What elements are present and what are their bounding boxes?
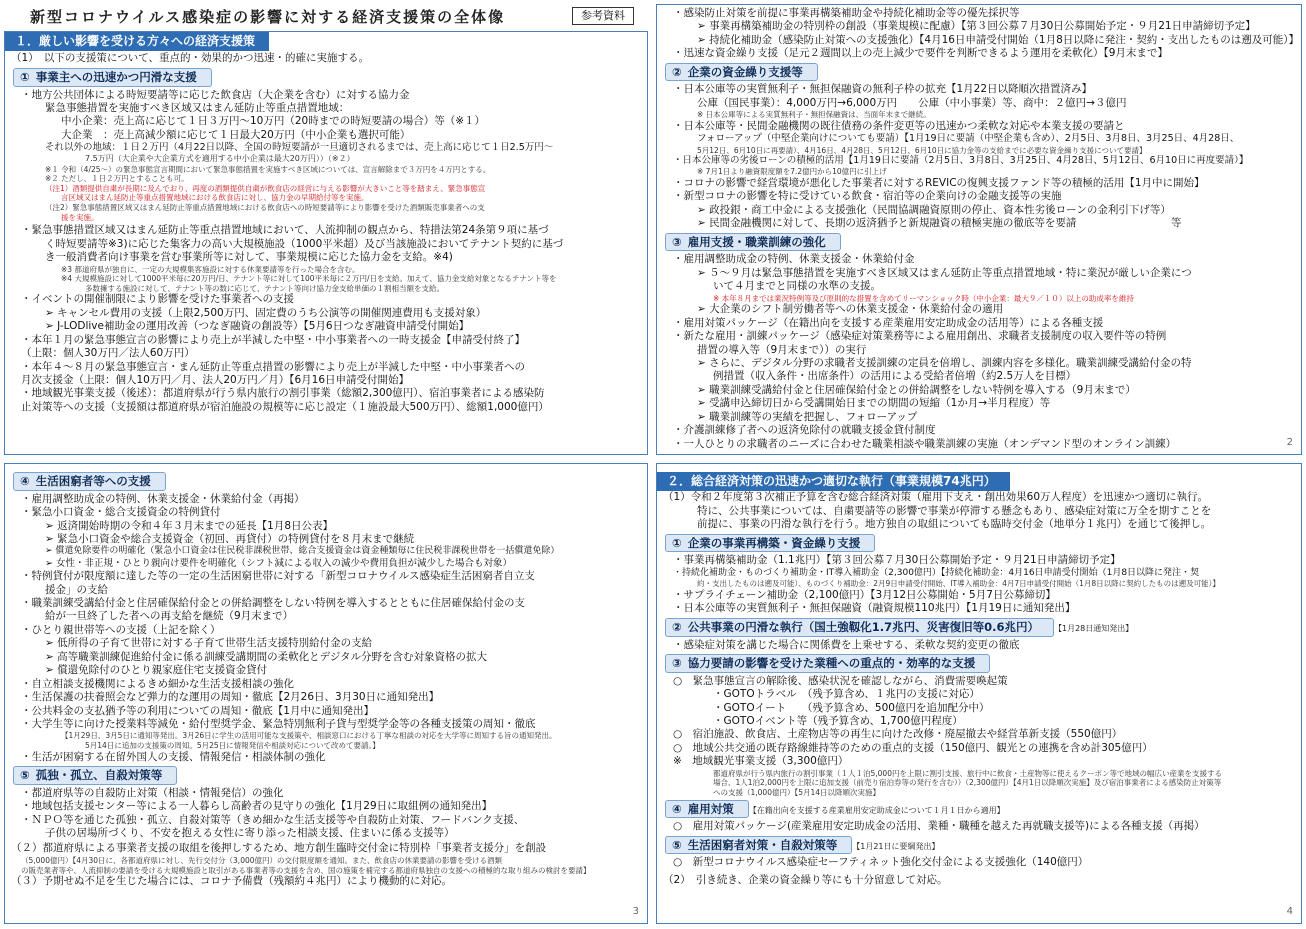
number-1-icon: ① xyxy=(672,535,682,550)
section-heading: ２．総合経済対策の迅速かつ適切な執行（事業規模74兆円） xyxy=(657,472,1010,491)
list-item: ➢ キャンセル費用の支援（上限2,500万円、固定費のうち公演等の開催関連費用も支援対象） xyxy=(45,306,487,319)
list-item: ・都道府県等の自殺防止対策（相談・情報発信）の強化 xyxy=(21,786,284,799)
list-item: フォローアップ（中堅企業向けについても要請）【1月19日に要請（中堅企業も含め）、2月5日、3月8日、3月25日、4月28日、 xyxy=(697,133,1240,145)
list-item: ・自立相談支援機関によるきめ細かな生活支援相談の強化 xyxy=(21,677,294,690)
list-item: 緊急事態措置を実施すべき区域又はまん延防止等重点措置地域： xyxy=(45,101,350,114)
list-item: ・迅速な資金繰り支援（足元２週間以上の売上減少で要件を判断できるよう運用を柔軟化）【9月末まで】 xyxy=(673,47,1168,60)
number-2-icon: ② xyxy=(672,64,682,79)
note: 多数擁する施設に対して、テナント等の数に応じて、テナント等向け協力金支給単価の１割相当額を支給。 xyxy=(85,283,444,293)
list-item: ・日本公庫等の実質無利子・無担保融資（融資規模110兆円）【1月19日に通知発出】 xyxy=(673,602,1076,615)
number-3-icon: ③ xyxy=(672,234,682,249)
page-number: 3 xyxy=(632,906,639,918)
panel-financing-employment xyxy=(656,4,1302,455)
list-item: ・サプライチェーン補助金（2,100億円）【3月12日公募開始・5月7日公募締切】 xyxy=(673,588,1056,601)
list-item: ・地域包括支援センター等による一人暮らし高齢者の見守りの強化【1月29日に取組例の通知発出】 xyxy=(21,800,493,813)
note: ※１ 令和（4/25〜）の緊急事態宣言期間において緊急事態措置を実施すべき区域については、宣言解除まで３万円を４万円とする。 xyxy=(45,164,491,174)
intro-text: 特に、公共事業については、自粛要請等の影響で事業が停滞する懸念もあり、感染症対策に万全を期すことを xyxy=(697,504,1212,517)
list-item: 大企業 ：売上高減少額に応じて１日最大20万円（中小企業も選択可能） xyxy=(61,128,411,141)
list-item: ・感染症対策を講じた場合に関係費を上乗せする、柔軟な契約変更の徹底 xyxy=(673,638,1020,651)
number-2-icon: ② xyxy=(672,619,682,634)
list-item: ・持続化補助金・ものづくり補助金・IT導入補助金（2,300億円）【持続化補助金：4月16日申請受付開始（1月8日以降に発注・契 xyxy=(673,567,1200,578)
list-item: ➢ 職業訓練等の実績を把握し、フォローアップ xyxy=(697,410,918,423)
note: ※4 大規模施設に対して1000平米毎に20万円/日、テナント等に対して100平米毎に２万円/日を支給。加えて、協力金支給対象となるテナント等を xyxy=(61,274,557,284)
list-item: ➢ 緊急小口資金や総合支援資金（初回、再貸付）の特例貸付を８月末まで継続 xyxy=(45,533,415,546)
list-item: ・雇用対策パッケージ（在籍出向を支援する産業雇用安定助成金の活用等）による各種支援 xyxy=(673,316,1104,329)
document-title: 新型コロナウイルス感染症の影響に対する経済支援策の全体像 xyxy=(30,8,506,26)
list-item: 援金」の支給 xyxy=(45,583,108,596)
note: （注1）酒類提供自粛が長期に及んでおり、再度の酒類提供自粛が飲食店の経営に与える影響が大きいこと等を踏まえ、緊急事態宣 xyxy=(45,183,486,193)
subsection-tag: 【1月21日に要綱発出】 xyxy=(852,841,940,851)
list-item: いて４月までと同様の水準の支援。 xyxy=(713,280,881,293)
list-item: ・イベントの開催制限により影響を受けた事業者への支援 xyxy=(21,293,294,306)
note: の販売業者等や、人流抑制の要請を受ける大規模施設と取引がある事業者等の支援を含め、国の施策を補完する都道府県独自の支援への積極的な取り組みの検討を要請】 xyxy=(21,865,591,875)
note: への支援（1,000億円）【5月14日以降順次実施】 xyxy=(713,787,881,797)
list-item: ・ひとり親世帯等への支援（上記を除く） xyxy=(21,623,221,636)
note: ※3 都道府県が独自に、一定の大規模集客施設に対する休業要請等を行った場合を含む。 xyxy=(61,264,360,274)
subsection-label: 企業の事業再構築・資金繰り支援 xyxy=(687,535,861,550)
subsection-row xyxy=(657,616,1301,639)
list-item: ・生活保護の扶養照会など弾力的な運用の周知・徹底【2月26日、3月30日に通知発出】 xyxy=(21,691,440,704)
list-item: ・感染防止対策を前提に事業再構築補助金や持続化補助金等の優先採択等 xyxy=(673,7,1020,19)
list-item: ・緊急事態措置区域又はまん延防止等重点措置地域において、人流抑制の観点から、特措法第24条第９項に基づ xyxy=(21,224,549,237)
subsection-label: 生活困窮者等への支援 xyxy=(35,474,151,488)
section-heading: １．厳しい影響を受ける方々への経済支援策 xyxy=(5,32,269,51)
reference-badge: 参考資料 xyxy=(572,7,634,25)
subsection-tag: 【在籍出向を支援する産業雇用安定助成金について１月１日から適用】 xyxy=(748,805,1005,815)
list-item: （2） 引き続き、企業の資金繰り等にも十分留意して対応。 xyxy=(663,873,948,886)
note: 5月12日、6月10日に再要請）、4月16日、4月28日、5月12日、6月10日に協力金等の支給までに必要な資金繰り支援について要請】 xyxy=(697,145,1147,155)
list-item: 措置の導入等（9月末まで））の実行 xyxy=(697,343,867,356)
list-item: （上限：個人30万円／法人60万円） xyxy=(21,347,195,360)
list-item: 公庫（国民事業）：4,000万円→6,000万円 公庫（中小事業）等、商中：２億円→３億円 xyxy=(697,96,1127,109)
subsection-row xyxy=(657,834,1301,857)
list-item: ※ 地域観光事業支援（3,300億円） xyxy=(673,755,849,768)
note: （注2）緊急事態措置区域又はまん延防止等重点措置地域における飲食店への時短要請等により影響を受けた酒類販売事業者への支 xyxy=(45,203,485,213)
subsection-heading xyxy=(665,800,749,819)
list-item: き一般消費者向け事業を営む事業所等に対して、事業規模に応じた協力金を支給。※4) xyxy=(45,251,453,264)
panel-comprehensive-measures xyxy=(656,463,1302,924)
list-item: ・大学生等に向けた授業料等減免・給付型奨学金、緊急特別無利子貸与型奨学金等の各種支援策の周知・徹底 xyxy=(21,717,536,730)
list-item: ➢ ５〜９月は緊急事態措置を実施すべき区域又はまん延防止等重点措置地域・特に業況が厳しい企業につ xyxy=(697,266,1192,279)
note: （5,000億円）【4月30日に、各都道府県に対し、先行交付分（3,000億円）の交付限度額を通知。また、飲食店の休業要請の影響を受ける酒類 xyxy=(21,855,503,865)
list-item: ・GOTOイート （残予算含め、500億円を追加配分中） xyxy=(713,701,990,714)
subsection-label: 雇用支援・職業訓練の強化 xyxy=(687,234,826,249)
list-item: ・本年１月の緊急事態宣言の影響により売上が半減した中堅・中小事業者への一時支援金【申請受付終了】 xyxy=(21,333,525,346)
list-item: ➢ 償還免除要件の明確化（緊急小口資金は住民税非課税世帯、総合支援資金は資金種類毎に住民税非課税世帯を一括償還免除） xyxy=(45,546,560,557)
list-item: ・日本公庫等の実質無利子・無担保融資の無利子枠の拡充【1月22日以降順次措置済み】 xyxy=(673,83,1093,96)
number-4-icon: ④ xyxy=(20,474,30,488)
list-item: ・日本公庫等の劣後ローンの積極的活用【1月19日に要請（2月5日、3月8日、3月25日、4月28日、5月12日、6月10日に再度要請）】 xyxy=(673,155,1249,167)
subsection-label: 事業主への迅速かつ円滑な支援 xyxy=(35,69,197,84)
subsection-heading xyxy=(13,68,212,87)
list-item: ➢ 持続化補助金（感染防止対策への支援強化）【4月16日申請受付開始（1月8日以降に発注・契約・支出したものは遡及可能）】 xyxy=(697,33,1300,46)
list-item: ➢ 女性・非正規・ひとり親向け要件を明確化（シフト減による収入の減少や費用負担が減少した場合も対象） xyxy=(45,557,512,569)
list-item: ・生活が困窮する在留外国人の支援、情報発信・相談体制の強化 xyxy=(21,750,326,763)
note: 約・支出したものは遡及可能）、ものづくり補助金：2月9日申請受付開始、IT導入補助金：4月7日申請受付開始（1月8日以降に契約したものは遡及可能）】 xyxy=(697,579,1220,589)
list-item: ・コロナの影響で経営環境が悪化した事業者に対するREVICの復興支援ファンド等の積極的活用【1月中に開始】 xyxy=(673,176,1205,189)
list-item: ➢ さらに、デジタル分野の求職者支援訓練の定員を倍増し、訓練内容を多様化。職業訓練受講給付金の特 xyxy=(697,357,1192,369)
subsection-heading xyxy=(665,233,841,252)
list-item: 止対策等への支援（支援額は都道府県が宿泊施設の規模等に応じ設定（１施設最大500万円）、総額1,000億円） xyxy=(21,400,549,413)
subsection-heading xyxy=(665,618,1054,637)
subsection-heading xyxy=(665,63,818,82)
list-item: ・ＮＰＯ等を通じた孤独・孤立、自殺対策等（きめ細かな生活支援等や自殺防止対策、フードバンク支援、 xyxy=(21,813,525,826)
list-item: 7.5万円（大企業や大企業方式を適用する中小企業は最大20万円））（※２） xyxy=(85,154,355,164)
list-item: ➢ 大企業のシフト制労働者等への休業支援金・休業給付金の適用 xyxy=(697,303,1004,316)
number-5-icon: ⑤ xyxy=(20,768,30,783)
list-item: 子供の居場所づくり、不安を抱える女性に寄り添った相談支援、住まいに係る支援等） xyxy=(45,827,455,840)
list-item: ・雇用調整助成金の特例、休業支援金・休業給付金 xyxy=(673,253,915,266)
list-item: ・新たな雇用・訓練パッケージ（感染症対策業務等による雇用創出、求職者支援制度の収入要件等の特例 xyxy=(673,330,1167,343)
list-item: 月次支援金（上限：個人10万円／月、法人20万円／月）【6月16日申請受付開始】 xyxy=(21,373,410,386)
subsection-heading xyxy=(13,766,177,785)
subsection-heading xyxy=(665,534,875,553)
note: 援を実施。 xyxy=(61,212,99,222)
note: 5月14日に追加の支援策の周知。5月25日に情報発信や相談対応について改めて要請。】 xyxy=(85,740,380,750)
note: 都道府県が行う県内旅行の割引事業（１人１泊5,000円を上限に割引支援、旅行中に飲食・土産物等に使えるクーポン等で地域の幅広い産業を支援する xyxy=(713,768,1222,778)
document-title-bar xyxy=(4,4,648,31)
subsection-tag: 【1月28日通知発出】 xyxy=(1054,623,1134,633)
subsection-label: 雇用対策 xyxy=(687,801,734,816)
list-item: ○ 緊急事態宣言の解除後、感染状況を確認しながら、消費需要喚起策 xyxy=(673,674,1008,687)
note: ※２ ただし、１日２万円とすることも可。 xyxy=(45,174,189,184)
subsection-label: 企業の資金繰り支援等 xyxy=(687,64,803,79)
list-item: ・日本公庫等・民間金融機関の既往債務の条件変更等の迅速かつ柔軟な対応や本業支援の要請と xyxy=(673,119,1125,132)
list-item: ・職業訓練受講給付金と住居確保給付金との併給調整をしない特例を導入するとともに住居確保給付金の支 xyxy=(21,597,525,610)
list-item: ➢ 低所得の子育て世帯に対する子育て世帯生活支援特別給付金の支給 xyxy=(45,637,373,650)
list-item: ○ 新型コロナウイルス感染症セーフティネット強化交付金による支援強化（140億円） xyxy=(673,856,1089,869)
list-item: く時短要請等※3)に応じた集客力の高い大規模施設（1000平米超）及び当該施設においてテナント契約に基づ xyxy=(45,237,564,250)
page-number: 2 xyxy=(1286,437,1293,449)
number-3-icon: ③ xyxy=(672,655,682,670)
note: 【1月29日、3月5日に通知等発出。3月26日に学生の活用可能な支援策や、相談窓口における丁寧な相談の対応を大学等に周知する旨の通知発出。 xyxy=(61,731,557,741)
number-4-icon: ④ xyxy=(672,801,682,816)
list-item: ➢ 返済開始時期の令和４年３月末までの延長【1月8日公表】 xyxy=(45,519,333,532)
subsection-label: 生活困窮者対策・自殺対策等 xyxy=(687,837,838,852)
list-item: ○ 宿泊施設、飲食店、土産物店等の再生に向けた改修・廃屋撤去や経営革新支援（550億円） xyxy=(673,728,1123,741)
list-item: ○ 地域公共交通の既存路線維持等のための重点的支援（150億円、観光との連携を含め計305億円） xyxy=(673,741,1153,754)
intro-text: （1）令和２年度第３次補正予算を含む総合経済対策（雇用下支え・創出効果60万人程度）を迅速かつ適切に執行。 xyxy=(663,491,1209,504)
list-item: ・緊急小口資金・総合支援資金の特例貸付 xyxy=(21,506,221,519)
list-item: ・GOTOトラベル （残予算含め、１兆円の支援に対応） xyxy=(713,688,980,701)
subsection-label: 公共事業の円滑な執行（国土強靱化1.7兆円、災害復旧等0.6兆円） xyxy=(687,619,1039,634)
list-item: ➢ 償還免除付のひとり親家庭住宅支援資金貸付 xyxy=(45,664,268,677)
subsection-label: 協力要請の影響を受けた業種への重点的・効率的な支援 xyxy=(687,655,976,670)
note: ※ 日本公庫等による実質無利子・無担保融資は、当面年末まで継続。 xyxy=(697,110,931,120)
list-item: 例措置（収入条件・出席条件）の活用による受給者倍増（約2.5万人を目標） xyxy=(713,370,1077,383)
list-item: 給が一旦終了した者への再支給を継続（9月末まで） xyxy=(45,610,294,623)
list-item: ・特例貸付が限度額に達した等の一定の生活困窮世帯に対する「新型コロナウイルス感染症生活困窮者自立支 xyxy=(21,570,535,583)
page-number: 4 xyxy=(1286,906,1293,918)
list-item: ➢ 事業再構築補助金の特別枠の創設（事業規模に配慮）【第３回公募７月30日公募開始予定・９月21日申請締切予定】 xyxy=(697,20,1256,33)
list-item: 中小企業：売上高に応じて１日３万円〜10万円（20時までの時短要請の場合）等（※１） xyxy=(61,115,486,128)
list-item: ・GOTOイベント等（残予算含め、1,700億円程度） xyxy=(713,715,963,727)
list-item: （２）都道府県による事業者支援の取組を後押しするため、地方創生臨時交付金に特別枠「事業者支援分」を創設 xyxy=(11,842,547,855)
note: ※ 7月1日より融資限度額を7.2億円から10億円に引上げ xyxy=(697,167,887,177)
number-5-icon: ⑤ xyxy=(672,837,682,852)
list-item: ・地域観光事業支援（後述）：都道府県が行う県内旅行の割引事業（総額2,300億円）、宿泊事業者による感染防 xyxy=(21,387,545,400)
list-item: ➢ 職業訓練受講給付金と住居確保給付金との併給調整をしない特例を導入する（9月末まで） xyxy=(697,383,1136,396)
list-item: （３）予期せぬ不足を生じた場合には、コロナ予備費（残額約４兆円）により機動的に対応。 xyxy=(11,875,452,888)
list-item: ・雇用調整助成金の特例、休業支援金・休業給付金（再掲） xyxy=(21,492,305,505)
subsection-heading xyxy=(665,836,852,855)
list-item: ・事業再構築補助金（1.1兆円）【第３回公募７月30日公募開始予定・９月21日申請締切予定】 xyxy=(673,554,1121,567)
list-item: ・一人ひとりの求職者のニーズに合わせた職業相談や職業訓練の実施（オンデマンド型のオンライン訓練） xyxy=(673,437,1177,450)
list-item: ➢ 受講申込締切日から受講開始日までの期間の短縮（1か月→半月程度）等 xyxy=(697,397,1051,410)
note: ※ 本年８月までは業況特例等及び原則的な措置を含めてリーマンショック時（中小企業：最大９／１０）以上の助成率を維持 xyxy=(713,293,1134,303)
list-item: ○ 雇用対策パッケージ(産業雇用安定助成金の活用、業種・職種を越えた再就職支援等)による各種支援（再掲） xyxy=(673,820,1205,833)
note: 場合、1人1泊2,000円を上限に追加支援（前売り宿泊券等の発行を含む））（2,300億円）【4月1日以降順次実施】及び宿泊事業者による感染防止対策等 xyxy=(713,778,1222,788)
list-item: ・新型コロナの影響を特に受けている飲食・宿泊等の企業向けの金融支援等の実施 xyxy=(673,190,1062,203)
intro-text: （1） 以下の支援策について、重点的・効果的かつ迅速・的確に実施する。 xyxy=(11,52,370,65)
list-item: ➢ 高等職業訓練促進給付金に係る訓練受講期間の柔軟化とデジタル分野を含む対象資格の拡大 xyxy=(45,650,488,663)
list-item: ➢ J-LODlive補助金の運用改善（つなぎ融資の創設等）【5月6日つなぎ融資申請受付開始】 xyxy=(45,320,470,333)
list-item: ・公共料金の支払猶予等の利用についての周知・徹底【1月中に通知発出】 xyxy=(21,704,374,717)
subsection-row xyxy=(657,798,1301,821)
note: 言区域又はまん延防止等重点措置地域における飲食店に対し、協力金の早期給付等を実施。 xyxy=(61,193,369,203)
panel-economic-support xyxy=(4,31,648,455)
list-item: ➢ 民間金融機関に対して、長期の返済猶予と新規融資の積極実施の徹底等を要請 等 xyxy=(697,217,1182,230)
list-item: ➢ 政投銀・商工中金による支援強化（民間協調融資原則の停止、資本性劣後ローンの金利引下げ等） xyxy=(697,203,1171,216)
list-item: ・介護訓練修了者への返済免除付の就職支援金貸付制度 xyxy=(673,424,936,437)
number-1-icon: ① xyxy=(20,69,30,84)
list-item: それ以外の地域：１日２万円（4月22日以降、全国の時短要請が一旦適切されるまでは、売上高に応じて１日2.5万円〜 xyxy=(45,142,554,154)
list-item: ・地方公共団体による時短要請等に応じた飲食店（大企業を含む）に対する協力金 xyxy=(21,88,410,101)
subsection-heading xyxy=(665,654,990,673)
subsection-label: 孤独・孤立、自殺対策等 xyxy=(35,768,163,783)
intro-text: 前提に、事業の円滑な執行を行う。地方独自の取組についても臨時交付金（地単分１兆円）を通じて後押し。 xyxy=(697,518,1212,531)
panel-livelihood-support xyxy=(4,463,648,924)
subsection-heading xyxy=(13,472,166,491)
list-item: ・本年４〜８月の緊急事態宣言・まん延防止等重点措置の影響により売上が半減した中堅・中小事業者への xyxy=(21,360,525,373)
